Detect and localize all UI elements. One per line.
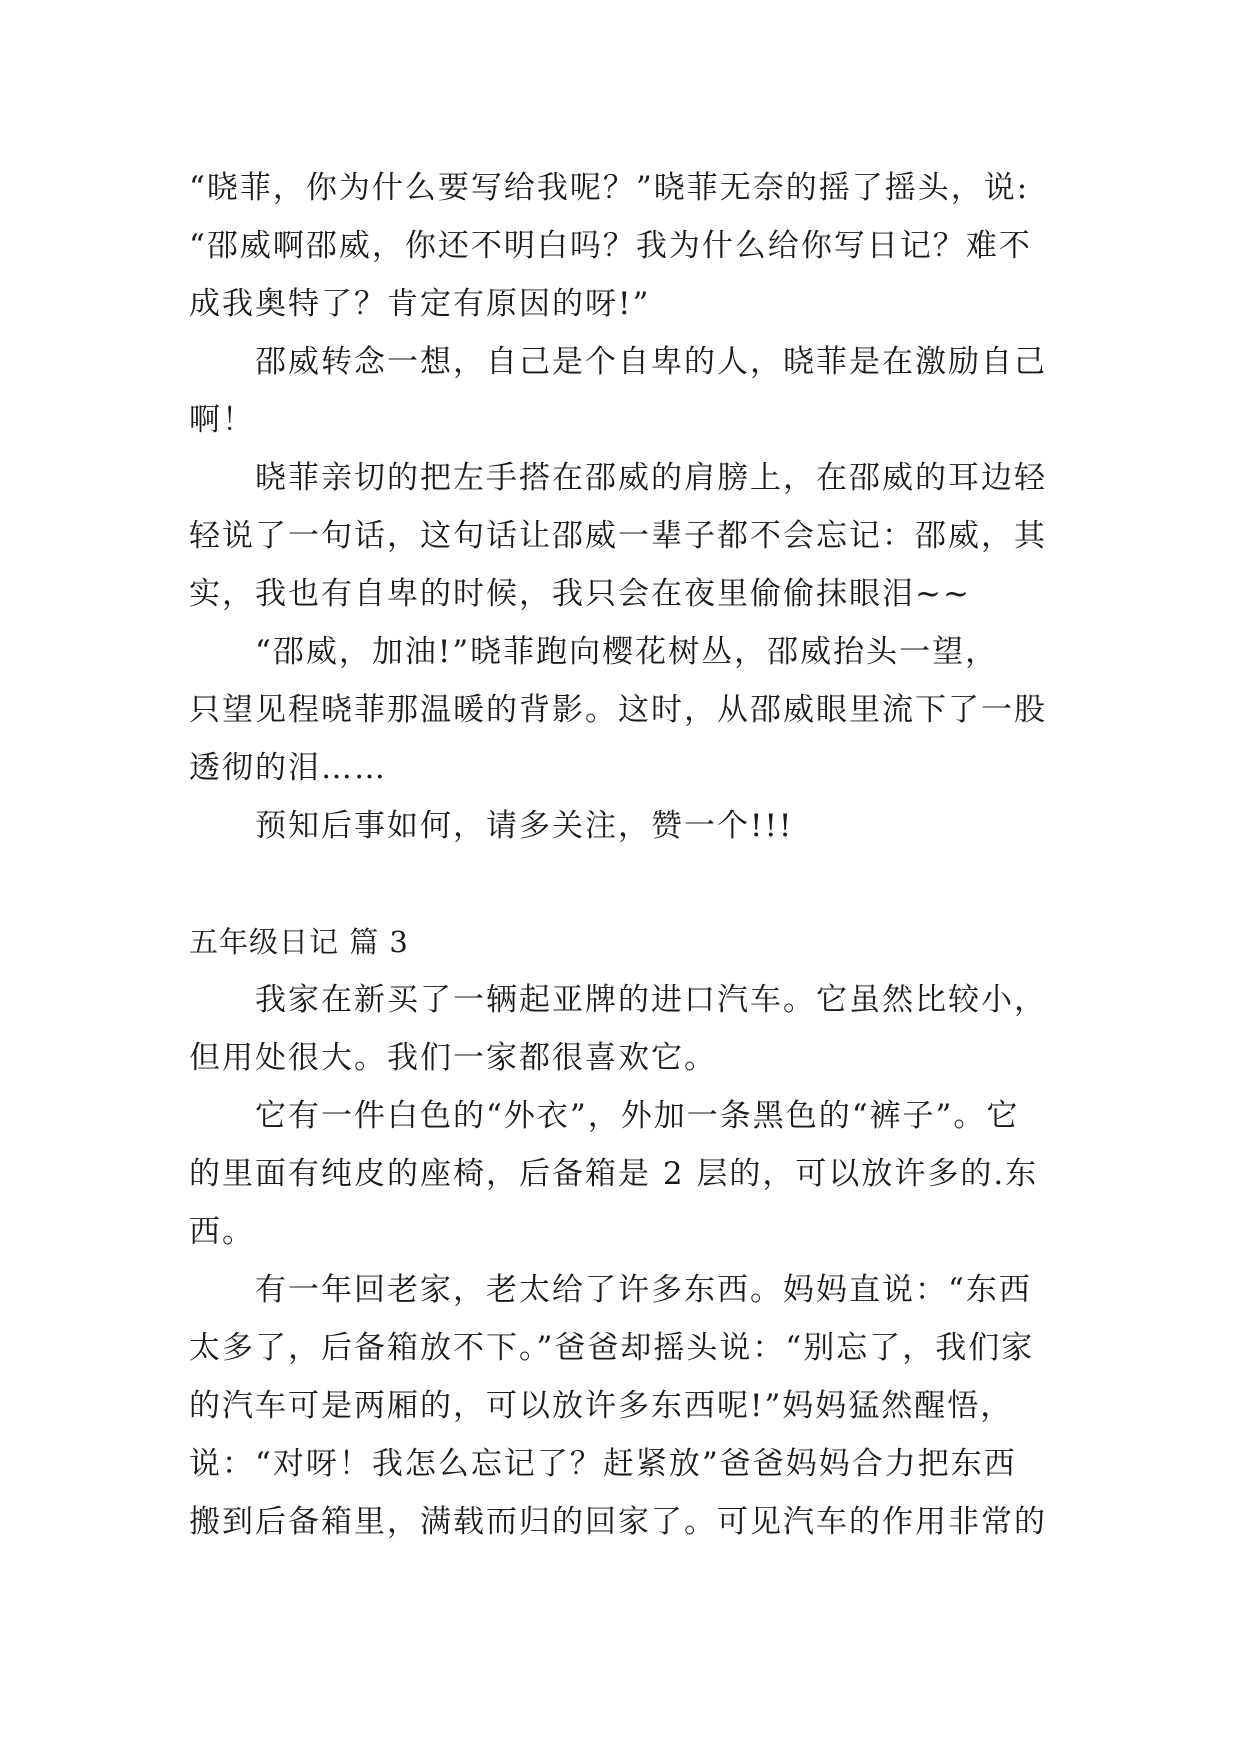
paragraph-line: 只望见程晓菲那温暖的背影。这时，从邵威眼里流下了一股 [189, 692, 1047, 728]
paragraph-line: 西。 [189, 1214, 255, 1250]
paragraph-line: 有一年回老家，老太给了许多东西。妈妈直说：“东西 [255, 1272, 1032, 1308]
paragraph-line: 的汽车可是两厢的，可以放许多东西呢!”妈妈猛然醒悟， [189, 1388, 1014, 1424]
paragraph-line: “晓菲，你为什么要写给我呢？”晓菲无奈的摇了摇头，说: [189, 170, 1030, 206]
paragraph-line: 透彻的泪…… [189, 750, 387, 786]
paragraph-line: 它有一件白色的“外衣”，外加一条黑色的“裤子”。它 [255, 1098, 1020, 1134]
paragraph-line: 搬到后备箱里，满载而归的回家了。可见汽车的作用非常的 [189, 1504, 1047, 1540]
paragraph-line: 实，我也有自卑的时候，我只会在夜里偷偷抹眼泪~~ [189, 576, 971, 612]
paragraph-line: 但用处很大。我们一家都很喜欢它。 [189, 1040, 717, 1076]
paragraph-line: 的里面有纯皮的座椅，后备箱是 2 层的，可以放许多的.东 [189, 1156, 1039, 1192]
paragraph-line: 啊！ [189, 402, 255, 438]
paragraph-line: 太多了，后备箱放不下。”爸爸却摇头说：“别忘了，我们家 [189, 1330, 1035, 1366]
paragraph-line: 晓菲亲切的把左手搭在邵威的肩膀上，在邵威的耳边轻 [255, 460, 1047, 496]
paragraph-line: 说：“对呀！我怎么忘记了？赶紧放”爸爸妈妈合力把东西 [189, 1446, 1017, 1482]
paragraph-line: 轻说了一句话，这句话让邵威一辈子都不会忘记：邵威，其 [189, 518, 1047, 554]
section-heading: 五年级日记 篇 3 [189, 925, 409, 959]
paragraph-line: 成我奥特了？肯定有原因的呀!” [189, 286, 651, 322]
paragraph-line: 预知后事如何，请多关注，赞一个!!! [255, 808, 794, 844]
paragraph-line: “邵威啊邵威，你还不明白吗？我为什么给你写日记？难不 [189, 228, 1032, 264]
paragraph-line: 邵威转念一想，自己是个自卑的人，晓菲是在激励自己 [255, 344, 1047, 380]
paragraph-line: “邵威，加油!”晓菲跑向樱花树丛，邵威抬头一望， [255, 634, 999, 670]
paragraph-line: 我家在新买了一辆起亚牌的进口汽车。它虽然比较小， [255, 982, 1047, 1018]
